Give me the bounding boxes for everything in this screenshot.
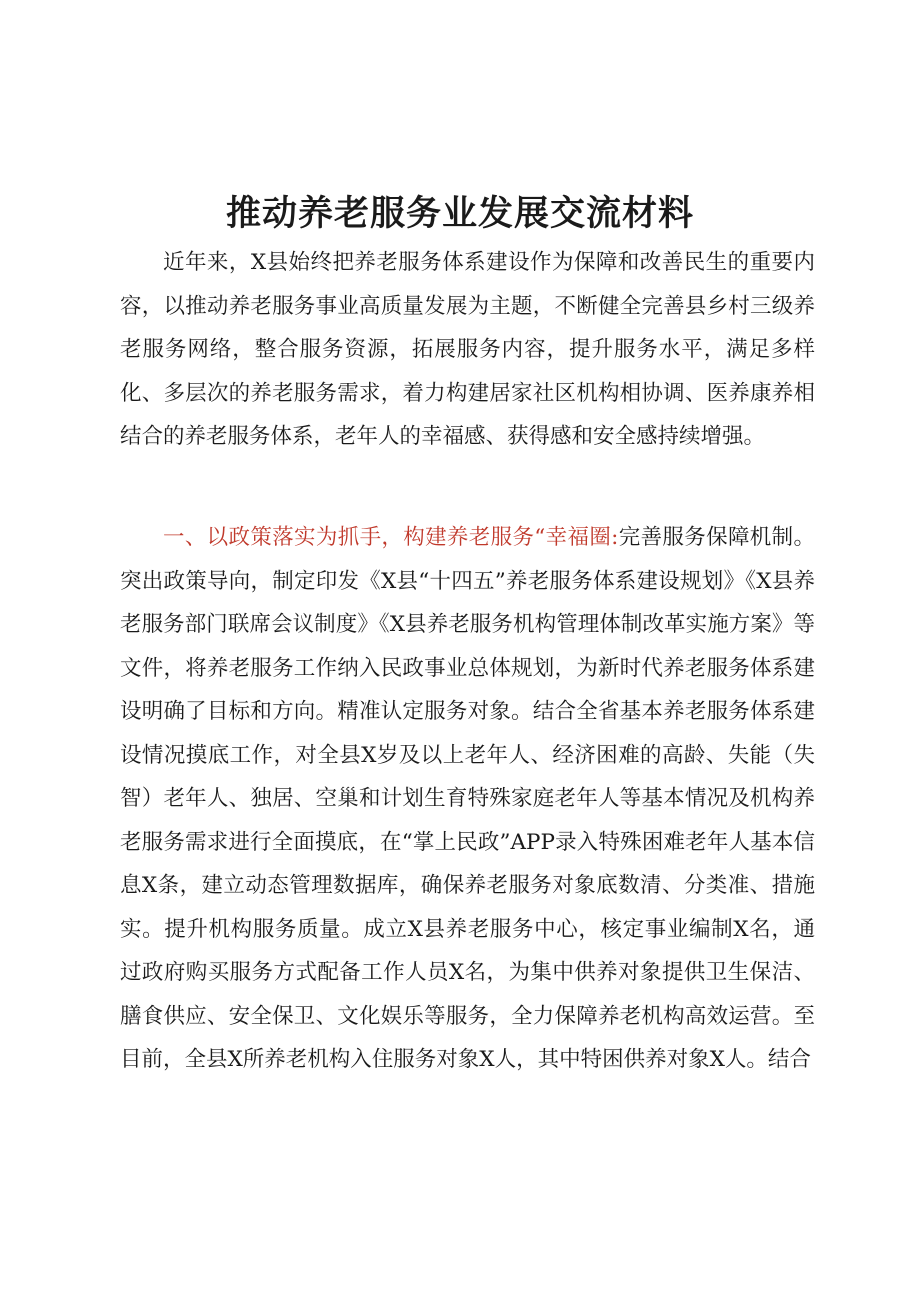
section-1-heading: 一、以政策落实为抓手，构建养老服务“幸福圈: — [163, 525, 619, 550]
intro-paragraph: 近年来，X县始终把养老服务体系建设作为保障和改善民生的重要内容，以推动养老服务事业高质量发展为主题，不断健全完善县乡村三级养老服务网络，整合服务资源，拓展服务内容，提升服务水平，满足多样化、多层次的养老服务需求，着力构建居家社区机构相协调、医养康养相结合的养老服务体系，老年人的幸福感、获得感和安全感持续增强。 — [120, 250, 815, 449]
section-1-text: 完善服务保障机制。突出政策导向，制定印发《X县“十四五”养老服务体系建设规划》《X县养老服务部门联席会议制度》《X县养老服务机构管理体制改革实施方案》等文件，将养老服务工作纳入民政事业总体规划，为新时代养老服务体系建设明确了目标和方向。精准认定服务对象。结合全省基本养老服务体系建设情况摸底工作，对全县X岁及以上老年人、经济困难的高龄、失能（失智）老年人、独居、空巢和计划生育特殊家庭老年人等基本情况及机构养老服务需求进行全面摸底，在“掌上民政”APP录入特殊困难老年人基本信息X条，建立动态管理数据库，确保养老服务对象底数清、分类准、措施实。提升机构服务质量。成立X县养老服务中心，核定事业编制X名，通过政府购买服务方式配备工作人员X名，为集中供养对象提供卫生保洁、膳食供应、安全保卫、文化娱乐等服务，全力保障养老机构高效运营。至目前，全县X所养老机构入住服务对象X人，其中特困供养对象X人。结合 — [120, 525, 815, 1072]
document-title: 推动养老服务业发展交流材料 — [225, 194, 694, 234]
section-1-paragraph — [120, 516, 815, 1082]
